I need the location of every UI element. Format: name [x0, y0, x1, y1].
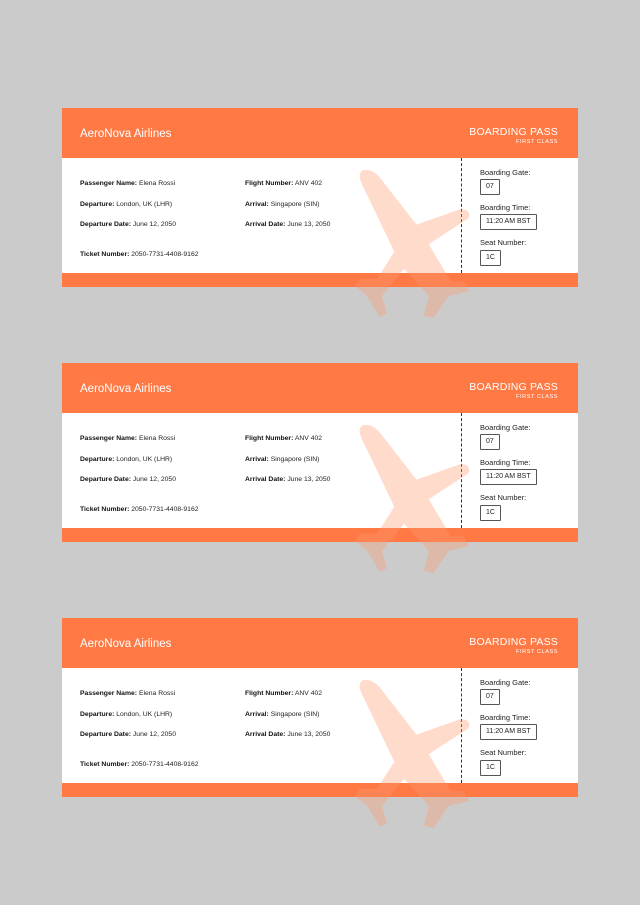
ticket-number-field — [80, 506, 199, 513]
time-label: Boarding Time: — [480, 203, 531, 212]
passenger-field — [80, 690, 175, 697]
seat-box: 1C — [480, 250, 501, 266]
departure-date-field — [80, 221, 176, 228]
ticket-footer-band — [62, 528, 578, 542]
passenger-label: Passenger Name: — [80, 690, 138, 697]
passenger-label: Passenger Name: — [80, 435, 138, 442]
ticket-footer-band — [62, 273, 578, 287]
ticket-header — [62, 363, 578, 413]
departure-value: London, UK (LHR) — [116, 711, 173, 718]
time-label: Boarding Time: — [480, 458, 531, 467]
ticket-body — [62, 413, 578, 528]
arrival-date-value: June 13, 2050 — [287, 476, 331, 483]
departure-date-value: June 12, 2050 — [132, 221, 176, 228]
arrival-label: Arrival: — [245, 711, 269, 718]
airline-name: AeroNova Airlines — [80, 383, 172, 395]
arrival-date-field — [245, 476, 330, 483]
flight-label: Flight Number: — [245, 435, 294, 442]
gate-label: Boarding Gate: — [480, 423, 531, 432]
gate-label: Boarding Gate: — [480, 678, 531, 687]
passenger-value: Elena Rossi — [138, 690, 176, 697]
pass-class: FIRST CLASS — [516, 649, 558, 655]
ticket-number-label: Ticket Number: — [80, 506, 130, 513]
ticket-number-value: 2050-7731-4408-9162 — [131, 506, 199, 513]
pass-title: BOARDING PASS — [469, 636, 558, 648]
ticket-body — [62, 158, 578, 273]
ticket-number-field — [80, 251, 199, 258]
time-box: 11:20 AM BST — [480, 724, 537, 740]
departure-date-label: Departure Date: — [80, 476, 131, 483]
arrival-field — [245, 456, 319, 463]
arrival-value: Singapore (SIN) — [270, 456, 320, 463]
flight-value: ANV 402 — [294, 435, 323, 442]
arrival-date-label: Arrival Date: — [245, 476, 286, 483]
departure-date-label: Departure Date: — [80, 731, 131, 738]
pass-class: FIRST CLASS — [516, 139, 558, 145]
arrival-label: Arrival: — [245, 456, 269, 463]
ticket-footer-band — [62, 783, 578, 797]
ticket-header — [62, 618, 578, 668]
arrival-field — [245, 201, 319, 208]
arrival-date-value: June 13, 2050 — [287, 221, 331, 228]
flight-label: Flight Number: — [245, 180, 294, 187]
passenger-field — [80, 180, 175, 187]
arrival-date-label: Arrival Date: — [245, 221, 286, 228]
airline-name: AeroNova Airlines — [80, 638, 172, 650]
passenger-value: Elena Rossi — [138, 435, 176, 442]
gate-label: Boarding Gate: — [480, 168, 531, 177]
passenger-field — [80, 435, 175, 442]
passenger-label: Passenger Name: — [80, 180, 138, 187]
departure-label: Departure: — [80, 456, 115, 463]
boarding-pass — [62, 108, 578, 287]
time-label: Boarding Time: — [480, 713, 531, 722]
seat-label: Seat Number: — [480, 748, 527, 757]
flight-value: ANV 402 — [294, 690, 323, 697]
arrival-label: Arrival: — [245, 201, 269, 208]
arrival-date-field — [245, 221, 330, 228]
departure-field — [80, 456, 172, 463]
tear-line — [461, 158, 462, 273]
ticket-number-value: 2050-7731-4408-9162 — [131, 761, 199, 768]
ticket-body — [62, 668, 578, 783]
tear-line — [461, 668, 462, 783]
arrival-value: Singapore (SIN) — [270, 201, 320, 208]
departure-value: London, UK (LHR) — [116, 456, 173, 463]
flight-field — [245, 180, 322, 187]
ticket-number-label: Ticket Number: — [80, 251, 130, 258]
flight-value: ANV 402 — [294, 180, 323, 187]
passenger-value: Elena Rossi — [138, 180, 176, 187]
ticket-number-field — [80, 761, 199, 768]
departure-date-label: Departure Date: — [80, 221, 131, 228]
boarding-pass — [62, 618, 578, 797]
flight-field — [245, 690, 322, 697]
ticket-number-value: 2050-7731-4408-9162 — [131, 251, 199, 258]
airline-name: AeroNova Airlines — [80, 128, 172, 140]
arrival-value: Singapore (SIN) — [270, 711, 320, 718]
departure-label: Departure: — [80, 711, 115, 718]
seat-label: Seat Number: — [480, 238, 527, 247]
ticket-header — [62, 108, 578, 158]
seat-label: Seat Number: — [480, 493, 527, 502]
arrival-date-field — [245, 731, 330, 738]
tear-line — [461, 413, 462, 528]
seat-box: 1C — [480, 505, 501, 521]
pass-title: BOARDING PASS — [469, 381, 558, 393]
departure-label: Departure: — [80, 201, 115, 208]
boarding-pass — [62, 363, 578, 542]
pass-title: BOARDING PASS — [469, 126, 558, 138]
departure-date-value: June 12, 2050 — [132, 476, 176, 483]
time-box: 11:20 AM BST — [480, 214, 537, 230]
arrival-field — [245, 711, 319, 718]
flight-field — [245, 435, 322, 442]
flight-label: Flight Number: — [245, 690, 294, 697]
seat-box: 1C — [480, 760, 501, 776]
departure-value: London, UK (LHR) — [116, 201, 173, 208]
gate-box: 07 — [480, 689, 500, 705]
pass-class: FIRST CLASS — [516, 394, 558, 400]
departure-date-field — [80, 731, 176, 738]
departure-date-value: June 12, 2050 — [132, 731, 176, 738]
ticket-number-label: Ticket Number: — [80, 761, 130, 768]
arrival-date-value: June 13, 2050 — [287, 731, 331, 738]
gate-box: 07 — [480, 434, 500, 450]
departure-field — [80, 711, 172, 718]
gate-box: 07 — [480, 179, 500, 195]
departure-field — [80, 201, 172, 208]
departure-date-field — [80, 476, 176, 483]
time-box: 11:20 AM BST — [480, 469, 537, 485]
arrival-date-label: Arrival Date: — [245, 731, 286, 738]
